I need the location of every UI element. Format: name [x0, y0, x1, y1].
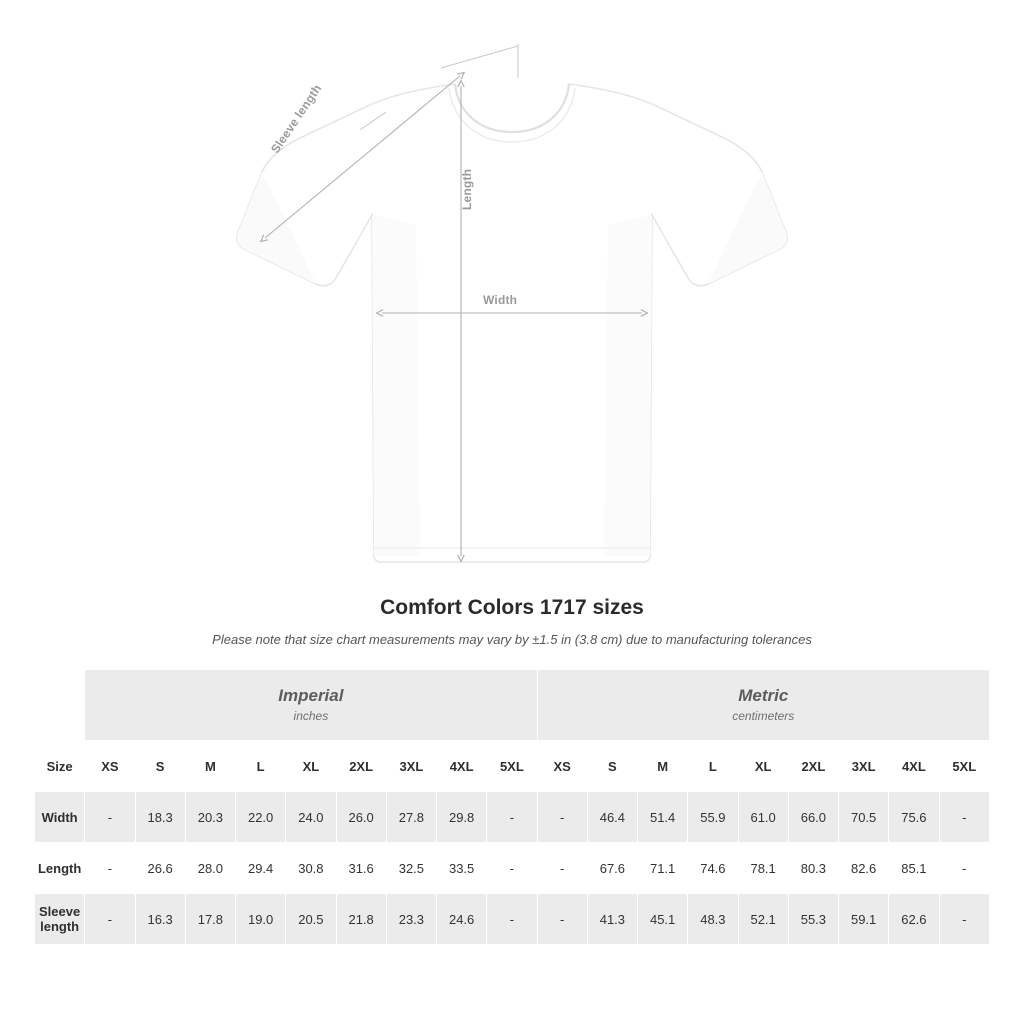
cell-sleeve-metric-4xl: 62.6	[889, 894, 939, 945]
cell-sleeve-imperial-xs: -	[85, 894, 135, 945]
table-row-sleeve-length	[35, 894, 990, 945]
cell-sleeve-imperial-5xl: -	[487, 894, 537, 945]
cell-sleeve-metric-3xl: 59.1	[839, 894, 889, 945]
title-block	[0, 596, 1024, 647]
cell-width-metric-4xl: 75.6	[889, 792, 939, 843]
size-col-imperial-2xl: 2XL	[336, 741, 386, 792]
cell-length-imperial-m: 28.0	[185, 843, 235, 894]
unit-sub-metric: centimeters	[732, 709, 795, 723]
cell-sleeve-metric-xs: -	[537, 894, 587, 945]
tolerance-note: Please note that size chart measurements may vary by ±1.5 in (3.8 cm) due to manufacturing tolerances	[212, 632, 812, 647]
unit-sub-imperial: inches	[293, 709, 329, 723]
cell-length-imperial-3xl: 32.5	[386, 843, 436, 894]
cell-width-imperial-4xl: 29.8	[437, 792, 487, 843]
cell-length-metric-5xl: -	[939, 843, 990, 894]
size-chart-table	[34, 669, 990, 945]
cell-width-imperial-l: 22.0	[236, 792, 286, 843]
cell-sleeve-imperial-3xl: 23.3	[386, 894, 436, 945]
cell-length-metric-s: 67.6	[587, 843, 637, 894]
cell-width-metric-2xl: 66.0	[788, 792, 838, 843]
cell-sleeve-metric-s: 41.3	[587, 894, 637, 945]
cell-length-imperial-xl: 30.8	[286, 843, 336, 894]
size-col-metric-3xl: 3XL	[839, 741, 889, 792]
cell-width-metric-5xl: -	[939, 792, 990, 843]
cell-sleeve-imperial-2xl: 21.8	[336, 894, 386, 945]
size-col-imperial-s: S	[135, 741, 185, 792]
size-col-imperial-4xl: 4XL	[437, 741, 487, 792]
cell-sleeve-imperial-m: 17.8	[185, 894, 235, 945]
unit-header-imperial	[85, 670, 537, 741]
cell-width-metric-s: 46.4	[587, 792, 637, 843]
cell-sleeve-imperial-l: 19.0	[236, 894, 286, 945]
cell-length-metric-m: 71.1	[638, 843, 688, 894]
cell-sleeve-imperial-4xl: 24.6	[437, 894, 487, 945]
size-col-metric-m: M	[638, 741, 688, 792]
unit-name-metric: Metric	[738, 686, 789, 705]
size-col-imperial-m: M	[185, 741, 235, 792]
table-row-width	[35, 792, 990, 843]
cell-width-imperial-s: 18.3	[135, 792, 185, 843]
cell-sleeve-metric-m: 45.1	[638, 894, 688, 945]
cell-sleeve-imperial-xl: 20.5	[286, 894, 336, 945]
cell-sleeve-metric-2xl: 55.3	[788, 894, 838, 945]
cell-length-metric-l: 74.6	[688, 843, 738, 894]
size-col-metric-5xl: 5XL	[939, 741, 990, 792]
cell-width-metric-l: 55.9	[688, 792, 738, 843]
cell-width-imperial-5xl: -	[487, 792, 537, 843]
size-col-metric-xl: XL	[738, 741, 788, 792]
size-col-metric-4xl: 4XL	[889, 741, 939, 792]
size-col-imperial-5xl: 5XL	[487, 741, 537, 792]
cell-length-metric-4xl: 85.1	[889, 843, 939, 894]
row-label-sleeve-length: Sleeve length	[35, 894, 85, 945]
size-col-metric-2xl: 2XL	[788, 741, 838, 792]
length-label: Length	[460, 168, 474, 210]
cell-width-metric-xs: -	[537, 792, 587, 843]
width-label: Width	[483, 293, 518, 307]
size-col-metric-s: S	[587, 741, 637, 792]
unit-name-imperial: Imperial	[278, 686, 344, 705]
cell-length-imperial-5xl: -	[487, 843, 537, 894]
cell-width-metric-3xl: 70.5	[839, 792, 889, 843]
size-chart-table-wrapper	[34, 669, 990, 945]
size-col-metric-xs: XS	[537, 741, 587, 792]
size-col-imperial-3xl: 3XL	[386, 741, 436, 792]
cell-sleeve-metric-xl: 52.1	[738, 894, 788, 945]
size-col-imperial-xs: XS	[85, 741, 135, 792]
unit-header-row	[35, 670, 990, 741]
cell-width-imperial-3xl: 27.8	[386, 792, 436, 843]
cell-length-imperial-2xl: 31.6	[336, 843, 386, 894]
cell-width-imperial-m: 20.3	[185, 792, 235, 843]
row-label-width: Width	[35, 792, 85, 843]
unit-header-metric	[537, 670, 990, 741]
cell-length-metric-3xl: 82.6	[839, 843, 889, 894]
cell-length-imperial-l: 29.4	[236, 843, 286, 894]
cell-sleeve-metric-5xl: -	[939, 894, 990, 945]
cell-length-metric-xl: 78.1	[738, 843, 788, 894]
cell-width-imperial-2xl: 26.0	[336, 792, 386, 843]
cell-width-imperial-xl: 24.0	[286, 792, 336, 843]
cell-length-metric-2xl: 80.3	[788, 843, 838, 894]
page-title: Comfort Colors 1717 sizes	[380, 596, 644, 619]
table-row-length	[35, 843, 990, 894]
sleeve-length-label: Sleeve length	[268, 81, 325, 156]
size-header-row	[35, 741, 990, 792]
cell-sleeve-metric-l: 48.3	[688, 894, 738, 945]
cell-sleeve-imperial-s: 16.3	[135, 894, 185, 945]
size-col-imperial-xl: XL	[286, 741, 336, 792]
cell-width-imperial-xs: -	[85, 792, 135, 843]
size-col-imperial-l: L	[236, 741, 286, 792]
cell-length-imperial-4xl: 33.5	[437, 843, 487, 894]
cell-width-metric-xl: 61.0	[738, 792, 788, 843]
row-label-length: Length	[35, 843, 85, 894]
size-label-cell: Size	[35, 741, 85, 792]
cell-length-metric-xs: -	[537, 843, 587, 894]
cell-width-metric-m: 51.4	[638, 792, 688, 843]
cell-length-imperial-xs: -	[85, 843, 135, 894]
size-col-metric-l: L	[688, 741, 738, 792]
cell-length-imperial-s: 26.6	[135, 843, 185, 894]
corner-cell	[35, 670, 85, 741]
